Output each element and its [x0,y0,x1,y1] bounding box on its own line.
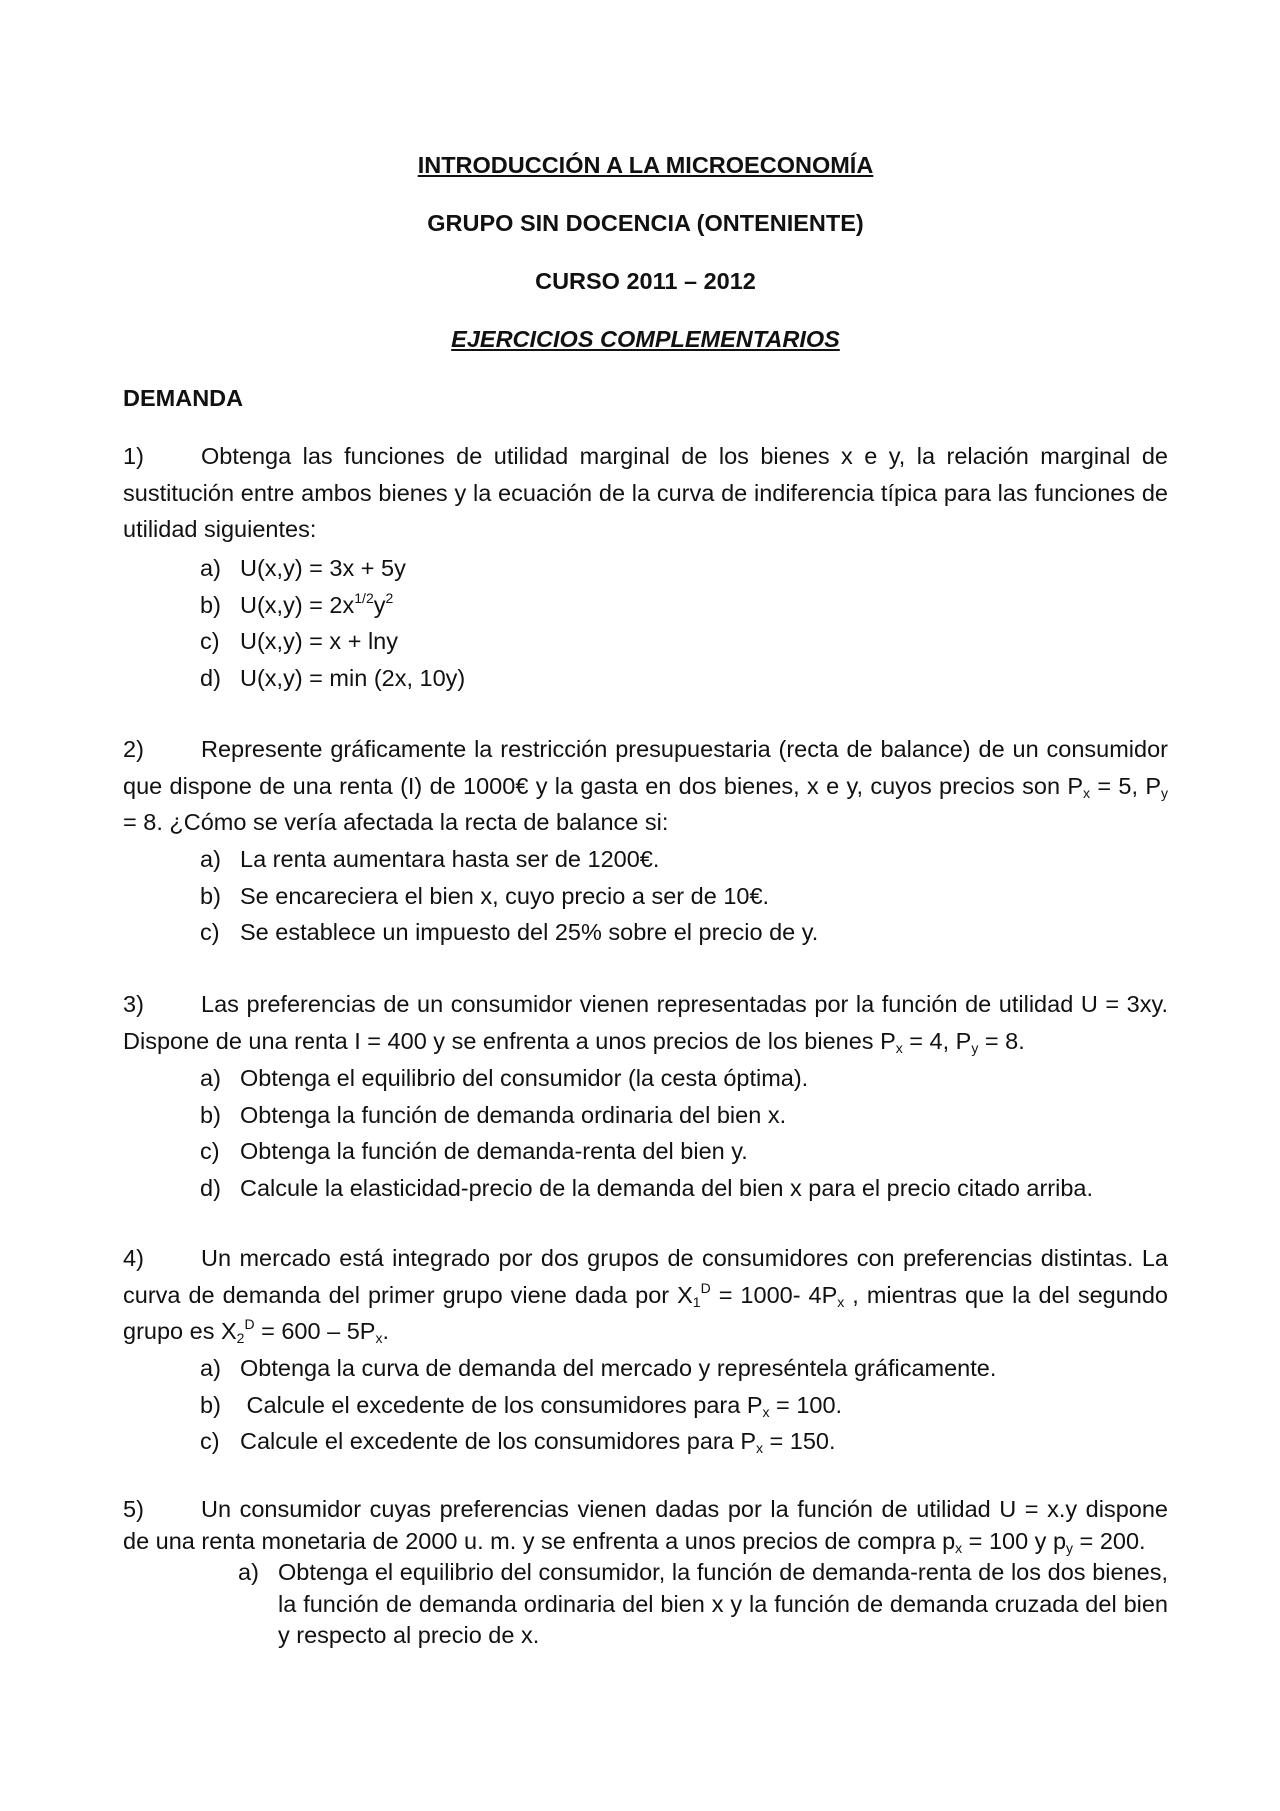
list-item: b) Obtenga la función de demanda ordinaria del bien x. [200,1101,787,1128]
question-2: 2) Represente gráficamente la restricción presupuestaria (recta de balance) de un consumidor que dispone de una renta (I) de 1000€ y la gasta en dos bienes, x e y, cuyos precios son $P_x = 5$, $P_y = 8$. ¿Cómo se vería afectada la recta de balance si: [123,731,1168,841]
section-heading-demanda: DEMANDA [123,385,244,411]
question-1 [123,438,1168,548]
list-item: a) U(x,y) = 3x + 5y [200,555,406,581]
list-item: a) Obtenga el equilibrio del consumidor, la función de demanda-renta de los dos bienes, la función de demanda ordinaria del bien x y la función de demanda cruzada del bien y respecto al precio de x. [238,1559,1168,1648]
list-item: c) Calcule el excedente de los consumidores para $P_x = 150$. [200,1428,836,1456]
list-item: b) $U(x,y) = 2x^{1/2}y^2$ [200,589,394,618]
list-item: c) Se establece un impuesto del 25% sobre el precio de y. [200,919,819,945]
list-item: a) Obtenga el equilibrio del consumidor (la cesta óptima). [200,1065,809,1091]
question-number: 2) [123,736,144,762]
course-heading: CURSO 2011 – 2012 [535,268,756,294]
question-3: 3) Las preferencias de un consumidor vienen representadas por la función de utilidad U = 3xy. Dispone de una renta I = 400 y se enfrenta a unos precios de los bienes $P_x = 4$, $P_y = 8$. [123,986,1168,1059]
question-5-options [238,1557,1168,1652]
question-text: Obtenga las funciones de utilidad marginal de los bienes x e y, la relación marginal de sustitución entre ambos bienes y la ecuación de la curva de indiferencia típica para las funciones de utilidad siguientes: [123,443,1168,542]
question-4-options [200,1350,996,1460]
question-5: 5) Un consumidor cuyas preferencias vienen dadas por la función de utilidad U = x.y dispone de una renta monetaria de 2000 u. m. y se enfrenta a unos precios de compra $p_x = 100$ y $p_y = 200$. [123,1496,1168,1556]
list-item: b) Calcule el excedente de los consumidores para $P_x = 100$. [200,1391,843,1420]
group-heading: GRUPO SIN DOCENCIA (ONTENIENTE) [427,210,864,236]
list-item: a) Obtenga la curva de demanda del mercado y represéntela gráficamente. [200,1355,997,1381]
question-1-options [200,550,465,696]
question-2-options [200,841,818,951]
document-title: INTRODUCCIÓN A LA MICROECONOMÍA [417,152,874,178]
list-item: c) Obtenga la función de demanda-renta del bien y. [200,1138,748,1164]
question-3-options [200,1060,1093,1206]
list-item: b) Se encareciera el bien x, cuyo precio a ser de 10€. [200,882,770,909]
question-number: 1) [123,443,144,469]
list-item: c) U(x,y) = x + lny [200,628,399,654]
question-number: 5) [123,1496,144,1522]
question-number: 3) [123,991,144,1017]
list-item: d) U(x,y) = min (2x, 10y) [200,664,466,691]
list-item: a) La renta aumentara hasta ser de 1200€. [200,846,660,872]
list-item: d) Calcule la elasticidad-precio de la demanda del bien x para el precio citado arriba. [200,1174,1094,1201]
exercises-subtitle: EJERCICIOS COMPLEMENTARIOS [451,326,840,352]
question-number: 4) [123,1245,144,1271]
question-4: 4) Un mercado está integrado por dos grupos de consumidores con preferencias distintas. La curva de demanda del primer grupo viene dada por $X_1^D = 1000-$ $4P_x$ , mientras que la del segundo grupo es $X_2^D = 600 - 5P_x$. [123,1240,1168,1350]
